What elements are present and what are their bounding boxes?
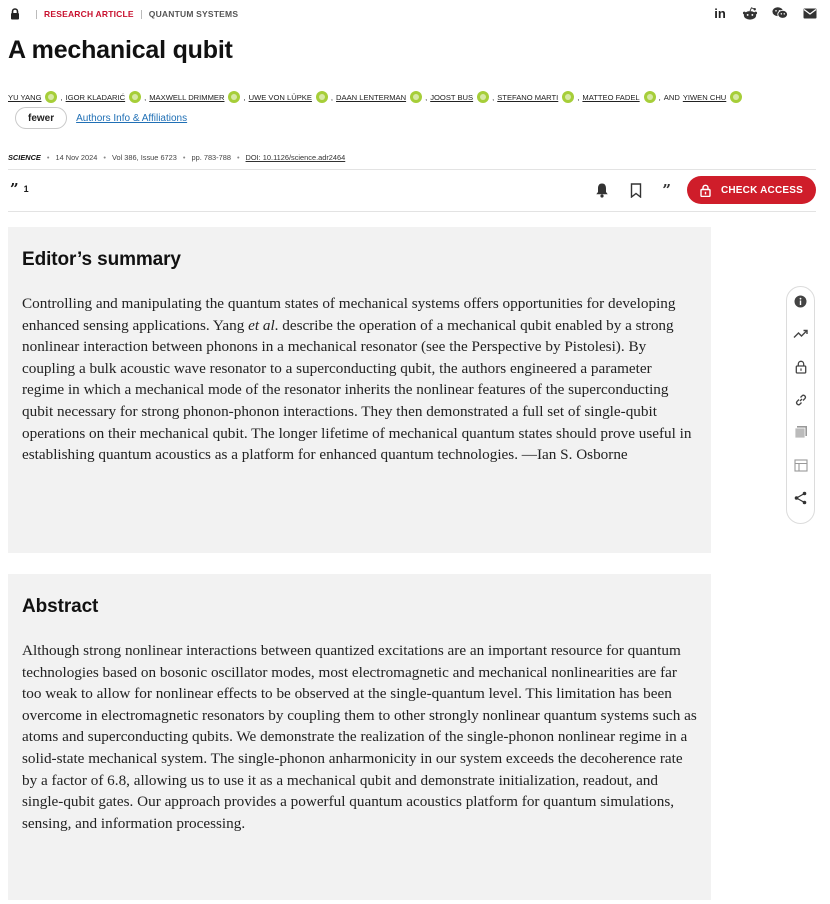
orcid-icon[interactable]	[45, 91, 57, 103]
wechat-icon[interactable]	[772, 6, 788, 20]
separator: ,	[425, 92, 428, 102]
citation-number: 1	[23, 184, 29, 194]
author-link[interactable]: JOOST BUS	[430, 92, 474, 102]
author-list	[8, 91, 745, 103]
lock-icon[interactable]	[793, 359, 809, 374]
linkedin-icon[interactable]: in	[714, 5, 726, 21]
orcid-icon[interactable]	[644, 91, 656, 103]
author-link[interactable]: YU YANG	[8, 92, 42, 102]
author-link[interactable]: DAAN LENTERMAN	[336, 92, 407, 102]
trending-icon[interactable]	[793, 327, 809, 342]
quote-icon: ”	[10, 180, 19, 198]
author-link[interactable]: UWE VON LÜPKE	[248, 92, 312, 102]
author-link[interactable]: MAXWELL DRIMMER	[149, 92, 225, 102]
info-icon[interactable]	[793, 294, 809, 309]
separator: •	[236, 153, 240, 162]
separator: •	[103, 153, 106, 162]
social-share-bar	[712, 6, 818, 20]
link-icon[interactable]	[793, 392, 809, 407]
divider	[36, 10, 37, 19]
abstract-section	[8, 574, 711, 900]
editors-summary-section	[8, 227, 711, 553]
divider	[8, 169, 816, 170]
separator: •	[182, 153, 186, 162]
orcid-icon[interactable]	[228, 91, 240, 103]
reddit-icon[interactable]	[742, 6, 758, 20]
summary-text-part: . describe the operation of a mechanical qubit enabled by a strong nonlinear interaction between phonons in a mechanical resonator (see the Perspective by Pistolesi). By coupling a bulk acoustic wave resonator to a superconducting qubit, the authors engineered a parameter regime in which a mechanical mode of the resonator inherits the nonlinear features of the superconducting qubit necessary for strong phonon-phonon interactions. They then demonstrated a full set of single-qubit operations on their mechanical qubit. The longer lifetime of mechanical quantum states should prove useful in establishing quantum acoustics as a platform for enhanced quantum technologies. —Ian S. Osborne	[22, 316, 692, 464]
author-link[interactable]: STEFANO MARTI	[497, 92, 559, 102]
article-category-line	[10, 8, 238, 20]
article-title: A mechanical qubit	[8, 36, 233, 64]
page-range: pp. 783-788	[191, 153, 231, 162]
separator: ,	[144, 92, 147, 102]
check-access-button[interactable]	[687, 176, 816, 204]
orcid-icon[interactable]	[477, 91, 489, 103]
separator: •	[46, 153, 50, 162]
side-tool-rail	[786, 286, 815, 524]
and-text: AND	[663, 92, 680, 102]
email-icon[interactable]	[802, 6, 818, 20]
summary-text	[22, 293, 697, 466]
separator: ,	[577, 92, 580, 102]
divider	[141, 10, 142, 19]
author-link[interactable]: YIWEN CHU	[682, 92, 727, 102]
separator: ,	[492, 92, 495, 102]
journal-name[interactable]: SCIENCE	[8, 153, 41, 162]
section-heading: Abstract	[22, 596, 99, 617]
orcid-icon[interactable]	[410, 91, 422, 103]
orcid-icon[interactable]	[129, 91, 141, 103]
section-heading: Editor’s summary	[22, 249, 181, 270]
cite-quote-icon[interactable]: ”	[662, 181, 671, 199]
bell-icon[interactable]	[594, 182, 610, 198]
separator: ,	[330, 92, 334, 102]
author-controls	[15, 107, 187, 129]
subject-label[interactable]: QUANTUM SYSTEMS	[148, 9, 239, 19]
author-link[interactable]: IGOR KLADARIĆ	[65, 92, 126, 102]
publication-date: 14 Nov 2024	[55, 153, 98, 162]
fewer-authors-button[interactable]: fewer	[15, 107, 67, 129]
article-toolbar	[594, 176, 816, 204]
authors-info-link[interactable]: Authors Info & Affiliations	[76, 112, 188, 124]
bookmark-icon[interactable]	[628, 182, 644, 198]
table-icon[interactable]	[793, 458, 809, 473]
share-icon[interactable]	[793, 490, 809, 505]
separator: ,	[243, 92, 246, 102]
orcid-icon[interactable]	[730, 91, 742, 103]
check-access-label: CHECK ACCESS	[720, 184, 804, 196]
article-type-label[interactable]: RESEARCH ARTICLE	[44, 9, 134, 19]
images-icon[interactable]	[793, 425, 809, 440]
abstract-text: Although strong nonlinear interactions between quantized excitations are an important resource for quantum technologies based on bosonic oscillator modes, most electromagnetic and mechanical nonlinearities are far too weak to allow for nonlinear effects to be observed at the single-quantum level. This limitation has been overcome in electromagnetic resonators by coupling them to other strongly nonlinear quantum systems such as atoms and superconducting qubits. We demonstrate the realization of the single-phonon nonlinear regime in a solid-state mechanical system. The single-phonon anharmonicity in our system exceeds the decoherence rate by a factor of 6.8, allowing us to use it as a mechanical qubit and demonstrate initialization, readout, and single-qubit gates. Our approach provides a powerful quantum acoustics platform for quantum simulations, sensing, and information processing.	[22, 642, 697, 832]
summary-text-emphasis: et al	[248, 316, 275, 334]
separator: ,	[658, 92, 661, 102]
citation-count[interactable]	[10, 180, 29, 198]
doi-link[interactable]: DOI: 10.1126/science.adr2464	[245, 153, 346, 162]
separator: ,	[60, 92, 63, 102]
lock-icon	[10, 8, 20, 20]
summary-text-part: Controlling and manipulating the quantum states of mechanical systems offers opportunities for developing enhanced sensing applications. Yang	[22, 295, 676, 334]
author-link[interactable]: MATTEO FADEL	[582, 92, 640, 102]
orcid-icon[interactable]	[316, 91, 328, 103]
volume-issue[interactable]: Vol 386, Issue 6723	[111, 153, 177, 162]
publication-info	[8, 153, 345, 162]
lock-icon	[700, 184, 711, 197]
orcid-icon[interactable]	[562, 91, 574, 103]
divider	[8, 211, 816, 212]
